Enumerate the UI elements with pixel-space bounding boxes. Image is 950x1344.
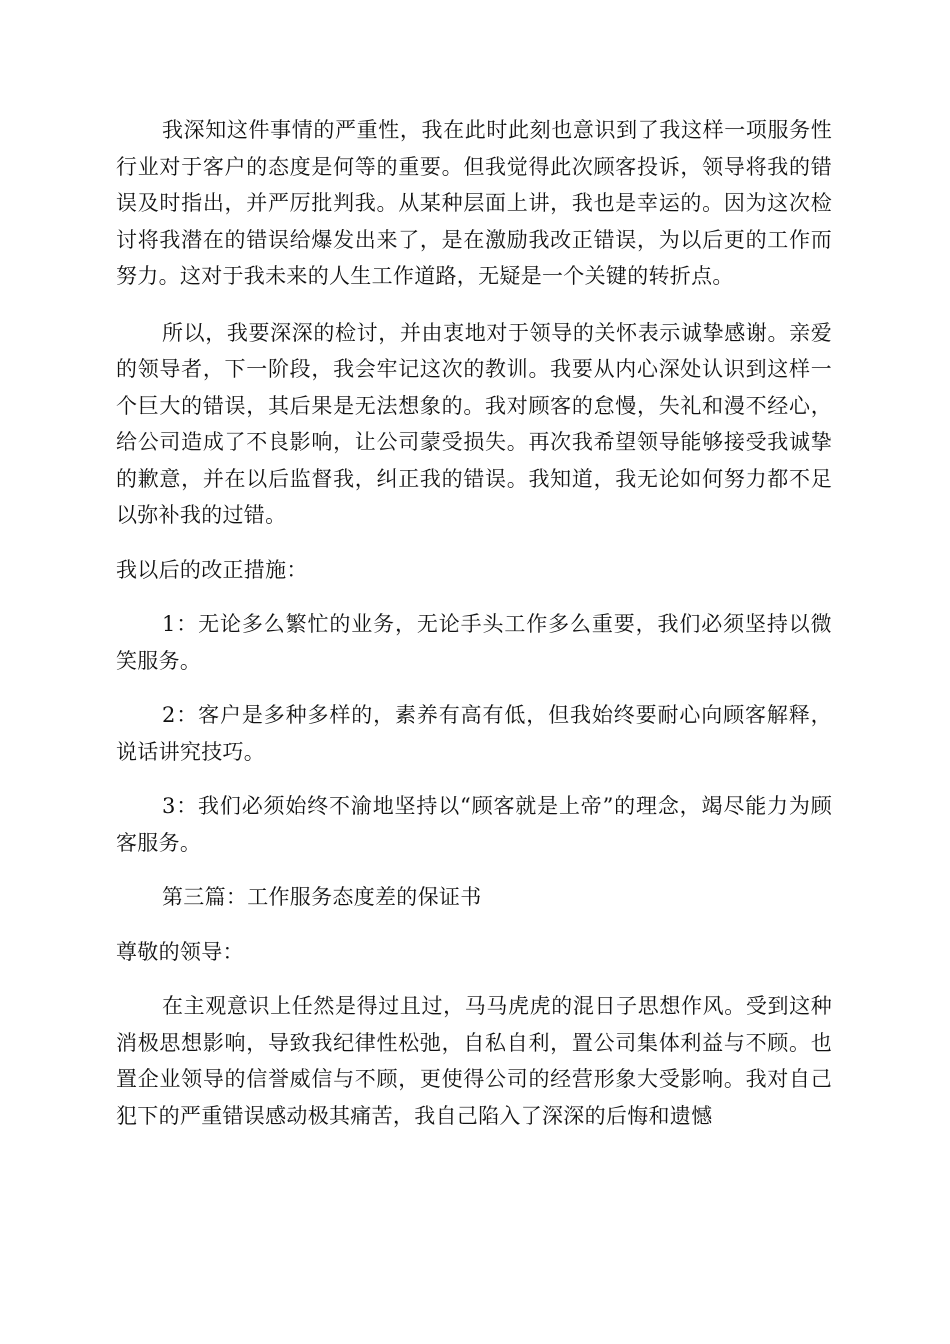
- measure-item-1: 1：无论多么繁忙的业务，无论手头工作多么重要，我们必须坚持以微笑服务。: [116, 612, 832, 673]
- paragraph-1: 我深知这件事情的严重性，我在此时此刻也意识到了我这样一项服务性行业对于客户的态度是何等的重要。但我觉得此次顾客投诉，领导将我的错误及时指出，并严厉批判我。从某种层面上讲，我也是幸运的。因为这次检讨将我潜在的错误给爆发出来了，是在激励我改正错误，为以后更的工作而努力。这对于我未来的人生工作道路，无疑是一个关键的转折点。: [116, 118, 832, 288]
- paragraph-body: 在主观意识上任然是得过且过，马马虎虎的混日子思想作风。受到这种消极思想影响，导致我纪律性松弛，自私自利，置公司集体利益与不顾。也置企业领导的信誉威信与不顾，更使得公司的经营形象大受影响。我对自己犯下的严重错误感动极其痛苦，我自己陷入了深深的后悔和遗憾: [116, 994, 832, 1128]
- corrective-measures-heading: 我以后的改正措施：: [116, 557, 308, 582]
- section-title: 第三篇：工作服务态度差的保证书: [162, 885, 482, 909]
- measure-item-2: 2：客户是多种多样的，素养有高有低，但我始终要耐心向顾客解释，说话讲究技巧。: [116, 703, 832, 764]
- paragraph-2: 所以，我要深深的检讨，并由衷地对于领导的关怀表示诚挚感谢。亲爱的领导者，下一阶段，我会牢记这次的教训。我要从内心深处认识到这样一个巨大的错误，其后果是无法想象的。我对顾客的怠慢，失礼和漫不经心，给公司造成了不良影响，让公司蒙受损失。再次我希望领导能够接受我诚挚的歉意，并在以后监督我，纠正我的错误。我知道，我无论如何努力都不足以弥补我的过错。: [116, 320, 832, 527]
- measure-item-3: 3：我们必须始终不渝地坚持以“顾客就是上帝”的理念，竭尽能力为顾客服务。: [116, 794, 832, 855]
- document-page: [116, 112, 832, 1134]
- salutation: 尊敬的领导：: [116, 939, 244, 964]
